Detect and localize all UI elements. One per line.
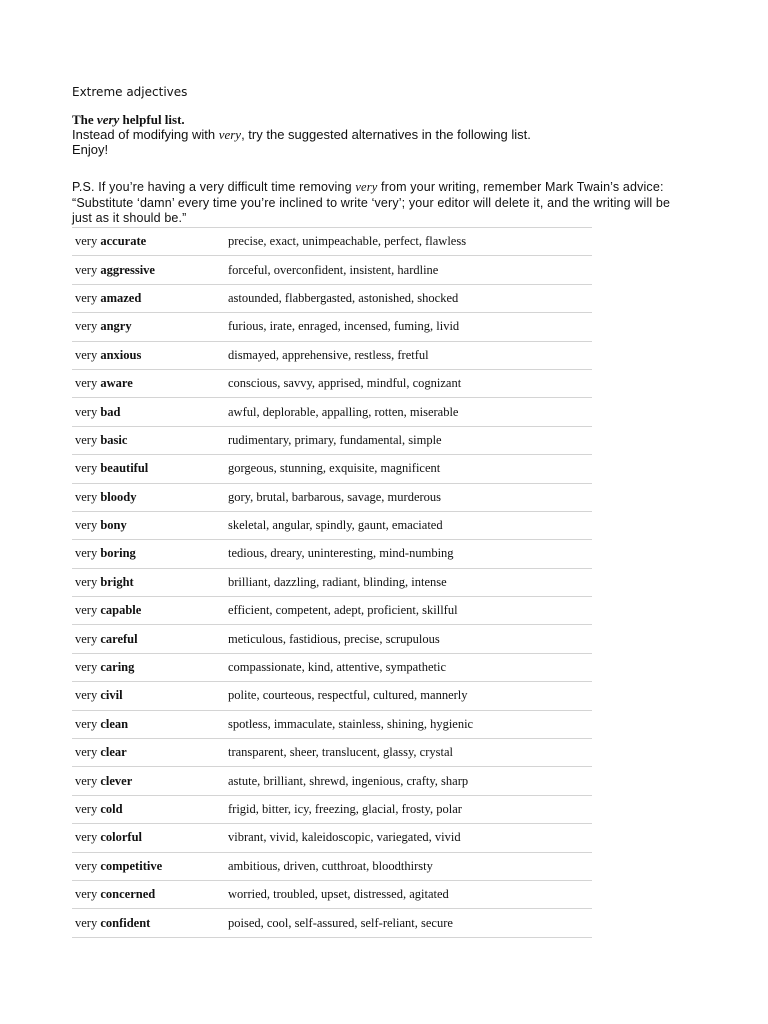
table-row [72, 597, 592, 625]
table-row [72, 455, 592, 483]
adjective-cell [72, 426, 225, 454]
table-row [72, 739, 592, 767]
very-prefix: very [75, 376, 98, 391]
very-prefix: very [75, 603, 98, 618]
very-prefix: very [75, 290, 98, 305]
alternatives-cell: awful, deplorable, appalling, rotten, miserable [225, 398, 592, 426]
very-prefix: very [75, 574, 98, 589]
table-row [72, 540, 592, 568]
very-prefix: very [75, 745, 98, 760]
alternatives-cell: efficient, competent, adept, proficient, skillful [225, 597, 592, 625]
adjective-word: anxious [100, 347, 142, 362]
alternatives-cell: skeletal, angular, spindly, gaunt, emaciated [225, 511, 592, 539]
very-prefix: very [75, 802, 98, 816]
subtitle-pre: The [72, 112, 97, 127]
table-row [72, 682, 592, 710]
adjective-cell [72, 483, 225, 511]
table-row [72, 653, 592, 681]
adjective-word: confident [100, 915, 151, 930]
adjective-word: boring [100, 546, 136, 561]
alternatives-cell: tedious, dreary, uninteresting, mind-numbing [225, 540, 592, 568]
adjective-word: careful [100, 631, 138, 646]
table-row [72, 710, 592, 738]
intro-enjoy: Enjoy! [72, 142, 109, 157]
adjectives-table-body [72, 228, 592, 938]
intro-paragraph [72, 127, 692, 157]
alternatives-cell: gorgeous, stunning, exquisite, magnificent [225, 455, 592, 483]
adjective-cell [72, 256, 225, 284]
adjective-cell [72, 597, 225, 625]
table-row [72, 256, 592, 284]
adjective-word: clear [100, 745, 127, 760]
table-row [72, 398, 592, 426]
table-row [72, 909, 592, 937]
adjective-cell [72, 824, 225, 852]
table-row [72, 483, 592, 511]
adjective-cell [72, 682, 225, 710]
very-prefix: very [75, 347, 98, 362]
adjective-cell [72, 540, 225, 568]
table-row [72, 511, 592, 539]
ps-post: from your writing, remember Mark Twain’s advice: “Substitute ‘damn’ every time you’re inclined to write ‘very’; your editor will delete it, and the writing will be just as it should be.” [72, 180, 671, 225]
adjective-cell [72, 852, 225, 880]
adjective-word: clean [100, 716, 129, 731]
table-row [72, 228, 592, 256]
very-prefix: very [75, 404, 98, 419]
adjective-cell [72, 369, 225, 397]
table-row [72, 767, 592, 795]
alternatives-cell: astounded, flabbergasted, astonished, shocked [225, 284, 592, 312]
adjective-cell [72, 795, 225, 823]
adjective-word: bloody [100, 489, 137, 504]
adjective-cell [72, 511, 225, 539]
adjective-word: caring [100, 660, 135, 675]
adjective-cell [72, 739, 225, 767]
alternatives-cell: vibrant, vivid, kaleidoscopic, variegated, vivid [225, 824, 592, 852]
adjective-cell [72, 228, 225, 256]
alternatives-cell: meticulous, fastidious, precise, scrupulous [225, 625, 592, 653]
subtitle-post: helpful list. [119, 112, 185, 127]
alternatives-cell: worried, troubled, upset, distressed, agitated [225, 880, 592, 908]
adjective-cell [72, 880, 225, 908]
alternatives-cell: ambitious, driven, cutthroat, bloodthirsty [225, 852, 592, 880]
intro-post: , try the suggested alternatives in the following list. [241, 127, 531, 142]
adjective-cell [72, 341, 225, 369]
alternatives-cell: spotless, immaculate, stainless, shining, hygienic [225, 710, 592, 738]
alternatives-cell: furious, irate, enraged, incensed, fuming, livid [225, 313, 592, 341]
adjective-word: capable [100, 603, 142, 618]
table-row [72, 426, 592, 454]
very-prefix: very [75, 234, 98, 249]
alternatives-cell: compassionate, kind, attentive, sympathetic [225, 653, 592, 681]
very-prefix: very [75, 262, 98, 277]
adjective-word: civil [100, 688, 123, 703]
adjective-word: bright [100, 574, 134, 589]
alternatives-cell: rudimentary, primary, fundamental, simple [225, 426, 592, 454]
adjective-cell [72, 398, 225, 426]
intro-emphasis: very [218, 127, 242, 142]
intro-pre: Instead of modifying with [72, 127, 219, 142]
adjective-cell [72, 455, 225, 483]
postscript-paragraph [72, 180, 692, 227]
alternatives-cell: dismayed, apprehensive, restless, fretful [225, 341, 592, 369]
very-prefix: very [75, 688, 98, 703]
subtitle-emphasis: very [96, 112, 120, 127]
adjective-word: basic [100, 432, 128, 447]
adjective-word: angry [100, 319, 132, 334]
ps-emphasis: very [355, 180, 378, 194]
very-prefix: very [75, 461, 98, 476]
very-prefix: very [75, 858, 98, 873]
table-row [72, 852, 592, 880]
adjective-cell [72, 568, 225, 596]
alternatives-cell: poised, cool, self-assured, self-reliant, secure [225, 909, 592, 937]
adjective-word: concerned [100, 887, 156, 902]
adjective-word: beautiful [100, 461, 149, 476]
adjective-word: bony [100, 518, 127, 533]
very-prefix: very [75, 887, 98, 902]
alternatives-cell: frigid, bitter, icy, freezing, glacial, frosty, polar [225, 795, 592, 823]
adjective-word: amazed [100, 290, 142, 305]
alternatives-cell: forceful, overconfident, insistent, hardline [225, 256, 592, 284]
alternatives-cell: precise, exact, unimpeachable, perfect, flawless [225, 228, 592, 256]
alternatives-cell: astute, brilliant, shrewd, ingenious, crafty, sharp [225, 767, 592, 795]
table-row [72, 313, 592, 341]
adjective-cell [72, 767, 225, 795]
table-row [72, 795, 592, 823]
adjective-cell [72, 909, 225, 937]
very-prefix: very [75, 773, 98, 788]
adjective-word: bad [100, 404, 121, 419]
alternatives-cell: gory, brutal, barbarous, savage, murderous [225, 483, 592, 511]
ps-pre: P.S. If you’re having a very difficult time removing [72, 180, 356, 194]
adjective-cell [72, 313, 225, 341]
adjective-cell [72, 653, 225, 681]
alternatives-cell: polite, courteous, respectful, cultured, mannerly [225, 682, 592, 710]
table-row [72, 568, 592, 596]
table-row [72, 341, 592, 369]
very-prefix: very [75, 660, 98, 675]
very-prefix: very [75, 716, 98, 731]
very-prefix: very [75, 432, 98, 447]
table-row [72, 284, 592, 312]
table-row [72, 880, 592, 908]
adjective-cell [72, 284, 225, 312]
adjective-word: clever [100, 773, 133, 788]
table-row [72, 369, 592, 397]
table-row [72, 824, 592, 852]
adjective-word: aware [100, 376, 133, 391]
adjective-word: competitive [100, 858, 163, 873]
very-prefix: very [75, 631, 98, 646]
alternatives-cell: brilliant, dazzling, radiant, blinding, intense [225, 568, 592, 596]
adjective-word: aggressive [100, 262, 155, 277]
adjective-cell [72, 710, 225, 738]
subtitle [72, 112, 185, 128]
adjective-word: accurate [100, 234, 147, 249]
adjectives-table [72, 227, 592, 938]
very-prefix: very [75, 489, 98, 504]
very-prefix: very [75, 830, 98, 845]
adjective-word: cold [100, 802, 123, 816]
alternatives-cell: conscious, savvy, apprised, mindful, cognizant [225, 369, 592, 397]
very-prefix: very [75, 546, 98, 561]
table-row [72, 625, 592, 653]
page-heading: Extreme adjectives [72, 85, 188, 99]
very-prefix: very [75, 518, 98, 533]
adjective-word: colorful [100, 830, 143, 845]
adjective-cell [72, 625, 225, 653]
very-prefix: very [75, 915, 98, 930]
alternatives-cell: transparent, sheer, translucent, glassy, crystal [225, 739, 592, 767]
very-prefix: very [75, 319, 98, 334]
